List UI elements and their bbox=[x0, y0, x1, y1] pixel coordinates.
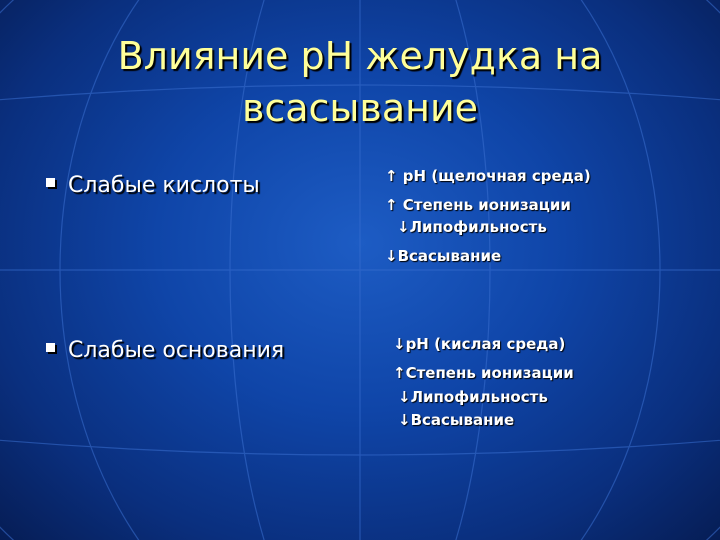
weak-bases-label: Слабые основания bbox=[68, 338, 285, 363]
acids-ionization-note: ↑ Степень ионизации bbox=[385, 196, 571, 214]
bullet-weak-acids bbox=[46, 172, 260, 200]
bases-ph-note: ↓pH (кислая среда) bbox=[393, 335, 566, 353]
weak-acids-label: Слабые кислоты bbox=[68, 173, 260, 198]
title-line-2: всасывание bbox=[241, 86, 479, 130]
square-bullet-icon bbox=[46, 178, 55, 187]
bases-absorption-note: ↓Всасывание bbox=[398, 411, 515, 429]
square-bullet-icon bbox=[46, 343, 55, 352]
bases-ionization-note: ↑Степень ионизации bbox=[393, 364, 574, 382]
bases-lipophilicity-note: ↓Липофильность bbox=[398, 388, 548, 406]
acids-absorption-note: ↓Всасывание bbox=[385, 247, 502, 265]
bullet-weak-bases bbox=[46, 337, 284, 365]
acids-lipophilicity-note: ↓Липофильность bbox=[397, 218, 547, 236]
slide-title bbox=[40, 30, 680, 134]
title-line-1: Влияние pH желудка на bbox=[117, 34, 603, 78]
acids-ph-note: ↑ pH (щелочная среда) bbox=[385, 167, 591, 185]
